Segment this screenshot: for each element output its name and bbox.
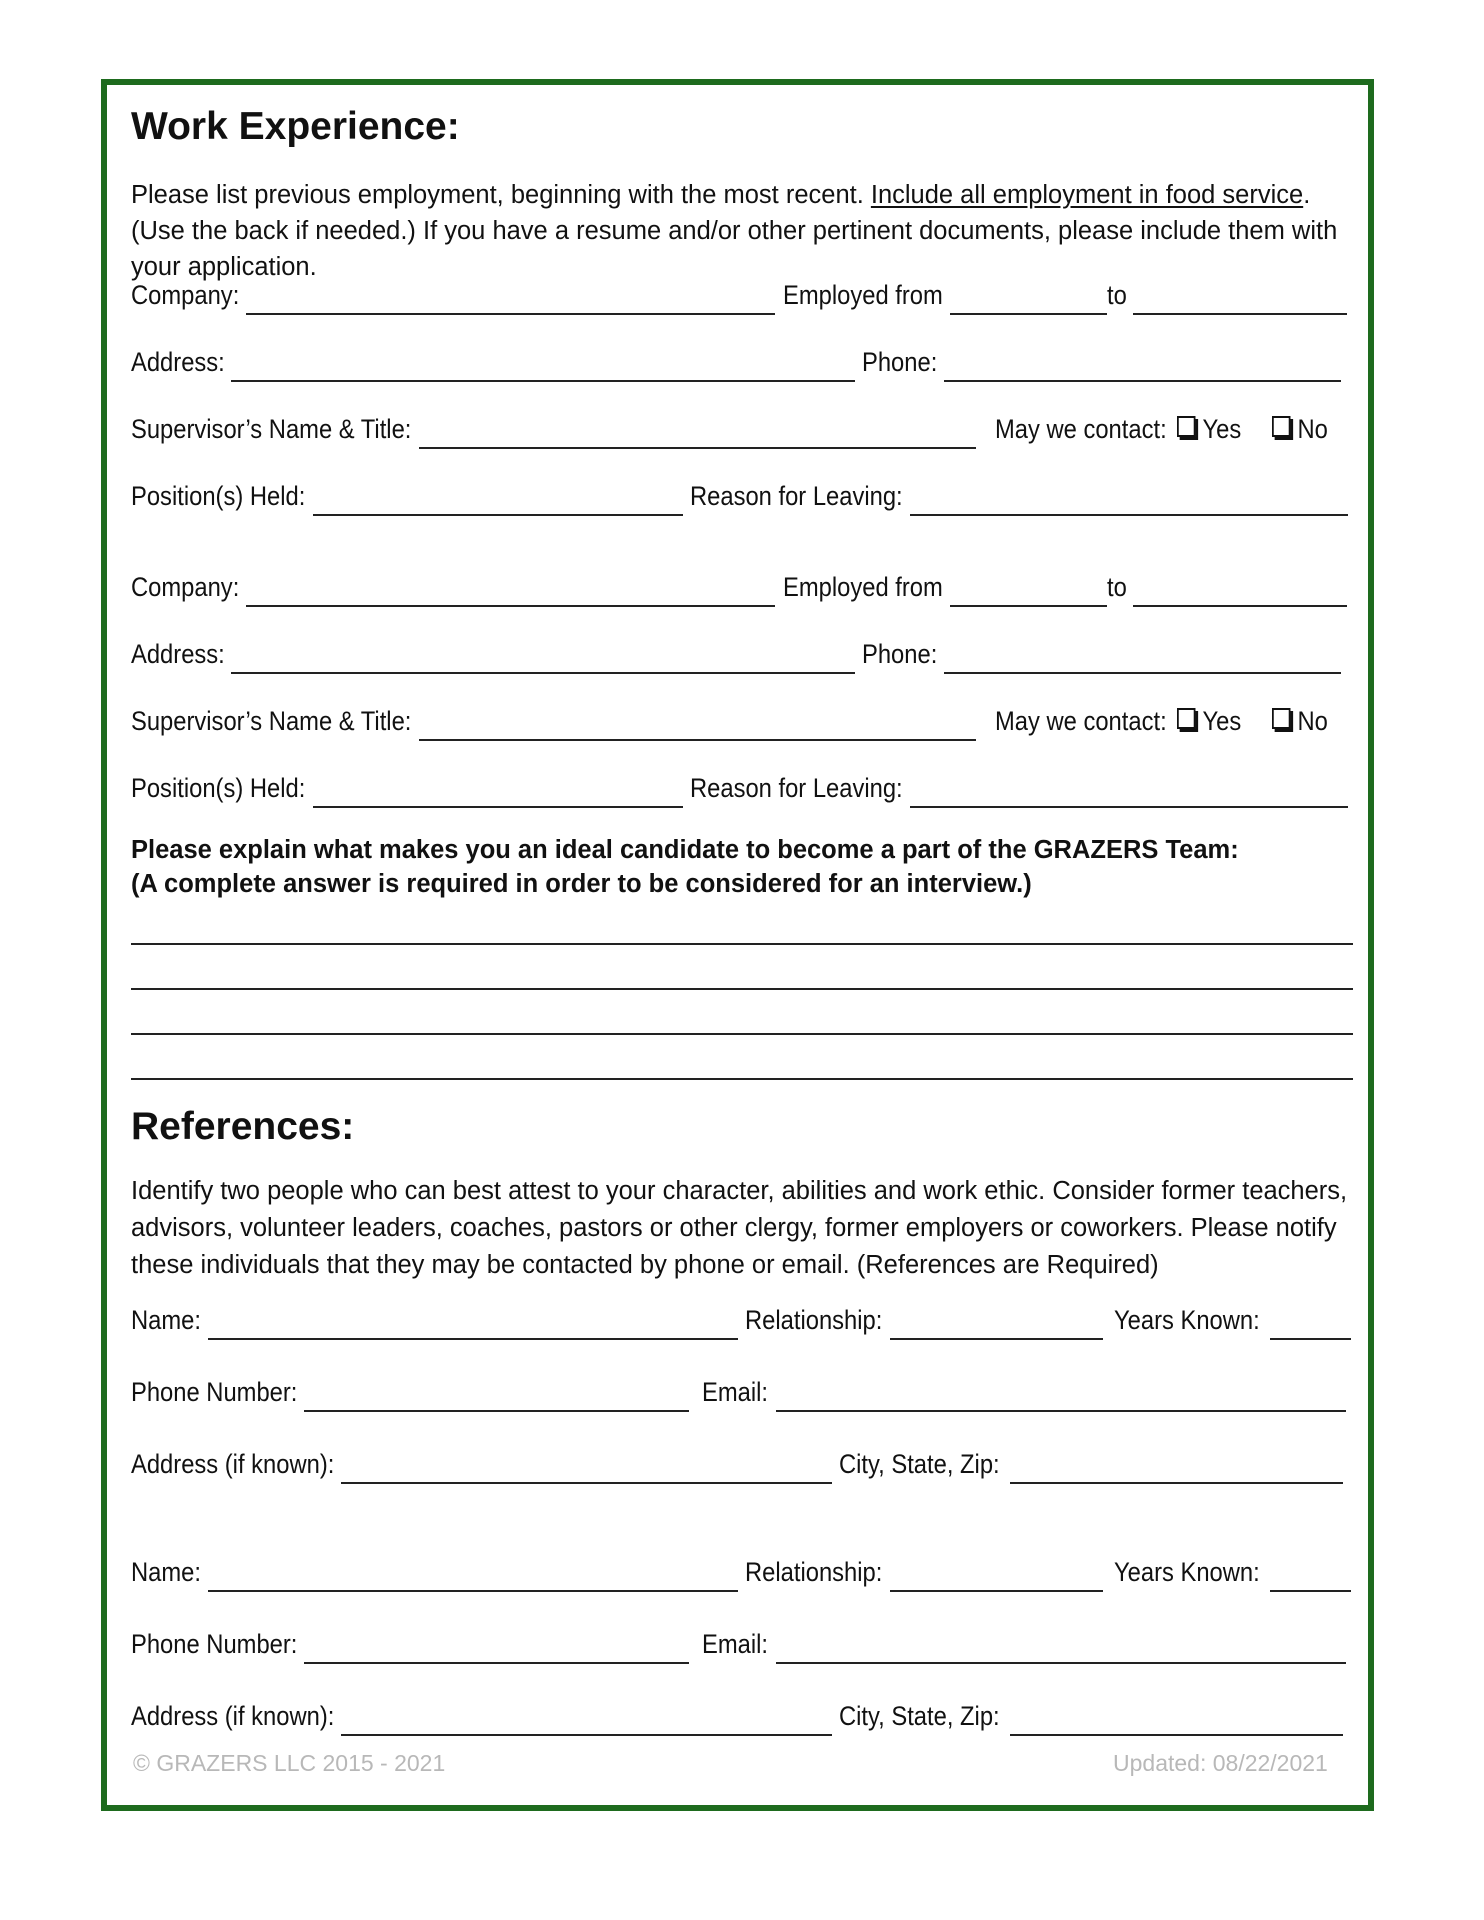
reference-phone-field[interactable]: [304, 1662, 689, 1664]
city-state-zip-field[interactable]: [1010, 1482, 1343, 1484]
supervisor-field[interactable]: [419, 739, 976, 741]
company-label: Company:: [131, 280, 240, 310]
work-experience-instructions: Please list previous employment, beginning with the most recent. Include all employment in food service. (Use the back if needed.) If you have a resume and/or other pertinent documents, please include them with your application.: [131, 181, 1338, 281]
reference-name-label: Name:: [131, 1557, 201, 1587]
years-known-field[interactable]: [1270, 1590, 1351, 1592]
food-service-emphasis: Include all employment in food service: [870, 181, 1304, 209]
employed-from-field[interactable]: [950, 605, 1107, 607]
address-field[interactable]: [231, 380, 855, 382]
reason-for-leaving-label: Reason for Leaving:: [690, 481, 903, 511]
reason-for-leaving-label: Reason for Leaving:: [690, 773, 903, 803]
form-border-frame: [101, 79, 1374, 1811]
reference-address-field[interactable]: [341, 1734, 832, 1736]
positions-held-label: Position(s) Held:: [131, 773, 306, 803]
answer-line[interactable]: [131, 1078, 1353, 1080]
answer-line[interactable]: [131, 988, 1353, 990]
checkbox-icon[interactable]: [1177, 708, 1195, 729]
years-known-field[interactable]: [1270, 1338, 1351, 1340]
relationship-field[interactable]: [890, 1590, 1103, 1592]
reason-for-leaving-field[interactable]: [910, 514, 1348, 516]
supervisor-field[interactable]: [419, 447, 976, 449]
employed-to-label: to: [1107, 572, 1127, 602]
address-field[interactable]: [231, 672, 855, 674]
employed-to-field[interactable]: [1133, 605, 1347, 607]
reference-email-label: Email:: [702, 1377, 769, 1407]
employed-to-label: to: [1107, 280, 1127, 310]
reference-phone-label: Phone Number:: [131, 1377, 298, 1407]
contact-no-checkbox[interactable]: No: [1272, 706, 1328, 737]
address-label: Address:: [131, 347, 225, 377]
supervisor-label: Supervisor’s Name & Title:: [131, 706, 412, 736]
reference-email-field[interactable]: [776, 1662, 1346, 1664]
ideal-candidate-prompt: Please explain what makes you an ideal candidate to become a part of the GRAZERS Team:: [131, 836, 1239, 864]
may-contact-label: May we contact:: [995, 414, 1167, 444]
reference-email-label: Email:: [702, 1629, 769, 1659]
answer-line[interactable]: [131, 943, 1353, 945]
positions-held-field[interactable]: [313, 806, 683, 808]
reference-address-label: Address (if known):: [131, 1449, 335, 1479]
city-state-zip-field[interactable]: [1010, 1734, 1343, 1736]
employed-from-label: Employed from: [783, 572, 943, 602]
reason-for-leaving-field[interactable]: [910, 806, 1348, 808]
years-known-label: Years Known:: [1114, 1305, 1260, 1335]
work-experience-heading: Work Experience:: [131, 105, 460, 148]
relationship-label: Relationship:: [745, 1305, 883, 1335]
supervisor-label: Supervisor’s Name & Title:: [131, 414, 412, 444]
may-contact-label: May we contact:: [995, 706, 1167, 736]
years-known-label: Years Known:: [1114, 1557, 1260, 1587]
updated-date: Updated: 08/22/2021: [1113, 1750, 1328, 1776]
reference-name-field[interactable]: [208, 1590, 738, 1592]
reference-email-field[interactable]: [776, 1410, 1346, 1412]
city-state-zip-label: City, State, Zip:: [839, 1449, 1000, 1479]
ideal-candidate-note: (A complete answer is required in order to be considered for an interview.): [131, 870, 1032, 898]
reference-phone-label: Phone Number:: [131, 1629, 298, 1659]
positions-held-field[interactable]: [313, 514, 683, 516]
relationship-field[interactable]: [890, 1338, 1103, 1340]
reference-phone-field[interactable]: [304, 1410, 689, 1412]
relationship-label: Relationship:: [745, 1557, 883, 1587]
employed-to-field[interactable]: [1133, 313, 1347, 315]
contact-yes-checkbox[interactable]: Yes: [1177, 414, 1241, 445]
reference-address-label: Address (if known):: [131, 1701, 335, 1731]
checkbox-icon[interactable]: [1272, 416, 1290, 437]
company-field[interactable]: [246, 313, 775, 315]
contact-yes-checkbox[interactable]: Yes: [1177, 706, 1241, 737]
checkbox-icon[interactable]: [1177, 416, 1195, 437]
city-state-zip-label: City, State, Zip:: [839, 1701, 1000, 1731]
reference-name-field[interactable]: [208, 1338, 738, 1340]
employed-from-label: Employed from: [783, 280, 943, 310]
company-field[interactable]: [246, 605, 775, 607]
answer-line[interactable]: [131, 1033, 1353, 1035]
contact-no-checkbox[interactable]: No: [1272, 414, 1328, 445]
phone-label: Phone:: [862, 347, 938, 377]
phone-field[interactable]: [944, 672, 1341, 674]
phone-label: Phone:: [862, 639, 938, 669]
reference-name-label: Name:: [131, 1305, 201, 1335]
references-heading: References:: [131, 1105, 355, 1148]
references-instructions: Identify two people who can best attest to your character, abilities and work ethic. Consider former teachers, advisors, volunteer leaders, coaches, pastors or other clergy, former employers or coworkers. Please notify these individuals that they may be contacted by phone or email. (References are Required): [131, 1177, 1348, 1279]
company-label: Company:: [131, 572, 240, 602]
reference-address-field[interactable]: [341, 1482, 832, 1484]
phone-field[interactable]: [944, 380, 1341, 382]
employed-from-field[interactable]: [950, 313, 1107, 315]
copyright-notice: © GRAZERS LLC 2015 - 2021: [133, 1750, 446, 1776]
positions-held-label: Position(s) Held:: [131, 481, 306, 511]
checkbox-icon[interactable]: [1272, 708, 1290, 729]
address-label: Address:: [131, 639, 225, 669]
